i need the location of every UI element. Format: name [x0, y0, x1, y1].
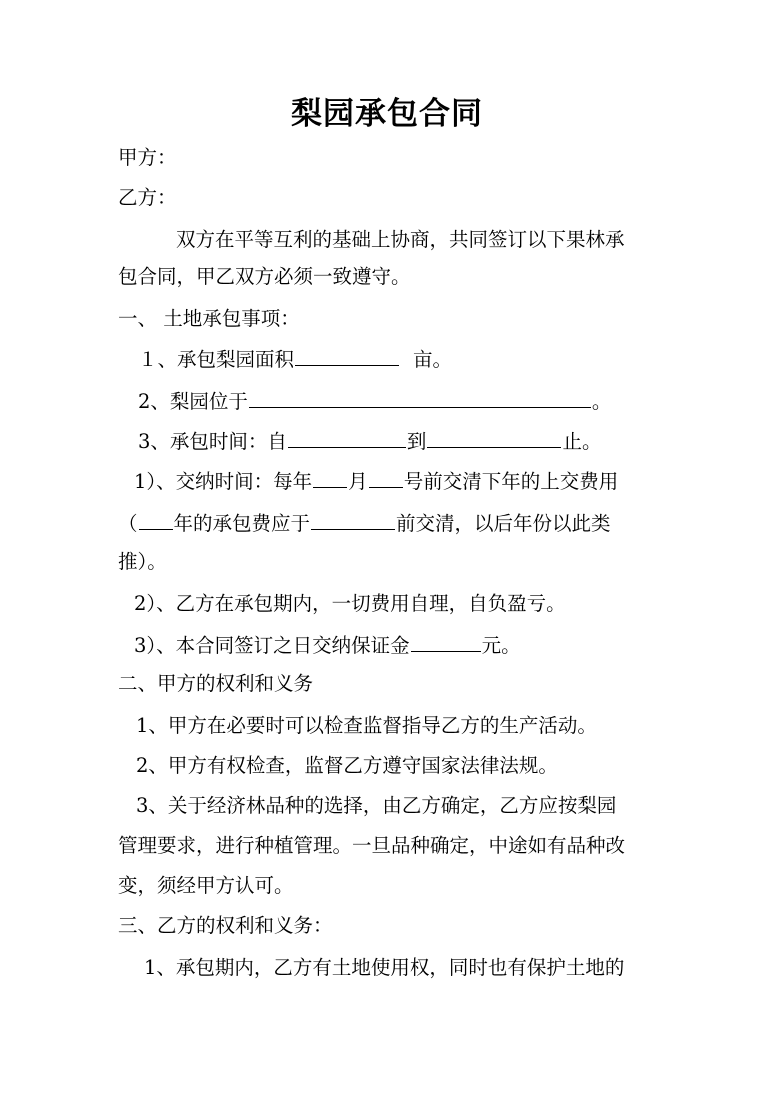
party-a-right-3-line-1: 3、关于经济林品种的选择，由乙方确定，乙方应按梨园	[136, 794, 617, 817]
deposit-label: 3）、本合同签订之日交纳保证金	[134, 634, 410, 657]
item-location-label: 2、梨园位于	[138, 390, 248, 413]
payment-time-line-1	[134, 466, 694, 496]
item-location	[138, 386, 698, 416]
item-area	[138, 344, 698, 374]
party-a-right-3-line-3: 变，须经甲方认可。	[118, 874, 294, 897]
intro-text-1: 双方在平等互利的基础上协商，共同签订以下果林承	[176, 228, 625, 251]
party-a-right-1: 1、甲方在必要时可以检查监督指导乙方的生产活动。	[136, 714, 597, 737]
self-financing-clause: 2）、乙方在承包期内，一切费用自理，自负盈亏。	[134, 592, 566, 615]
payment-time-label: 1）、交纳时间：每年	[134, 470, 313, 493]
item-location-end: 。	[591, 390, 612, 413]
payment-time-tail-2: 前交清，以后年份以此类	[396, 512, 611, 535]
item-term-end: 止。	[562, 430, 602, 453]
deposit-clause	[134, 630, 694, 660]
party-a-right-3-line-2: 管理要求，进行种植管理。一旦品种确定，中途如有品种改	[118, 834, 626, 857]
payment-day-blank[interactable]	[369, 466, 403, 488]
term-end-blank[interactable]	[427, 426, 561, 448]
party-a-right-2: 2、甲方有权检查，监督乙方遵守国家法律法规。	[136, 754, 558, 777]
item-term-label: 3、承包时间：自	[138, 430, 287, 453]
payment-month-label: 月	[348, 470, 368, 493]
item-area-label: １、承包梨园面积	[138, 348, 295, 371]
item-term-to: 到	[406, 430, 427, 453]
area-blank[interactable]	[295, 344, 399, 366]
section-3-heading: 三、乙方的权利和义务：	[118, 914, 333, 937]
item-area-unit: 亩。	[413, 348, 453, 371]
payment-year-blank[interactable]	[139, 508, 173, 530]
payment-deadline-blank[interactable]	[311, 508, 395, 530]
payment-time-tail: 号前交清下年的上交费用	[403, 470, 619, 493]
party-b-right-1: 1、承包期内，乙方有土地使用权，同时也有保护土地的	[144, 956, 625, 979]
payment-time-line-3: 推）。	[118, 550, 167, 573]
party-b-label: 乙方：	[118, 186, 177, 209]
paren-open: （	[118, 512, 138, 535]
deposit-unit: 元。	[481, 634, 521, 657]
intro-paragraph-line-2: 包合同，甲乙双方必须一致遵守。	[118, 265, 411, 288]
section-1-heading: 一、 土地承包事项：	[118, 307, 300, 330]
intro-paragraph-line-1	[118, 226, 678, 254]
item-term	[138, 426, 698, 456]
payment-month-blank[interactable]	[313, 466, 347, 488]
document-title: 梨园承包合同	[291, 96, 483, 132]
section-2-heading: 二、甲方的权利和义务	[118, 672, 314, 695]
location-blank[interactable]	[249, 386, 591, 408]
term-start-blank[interactable]	[288, 426, 406, 448]
deposit-blank[interactable]	[411, 630, 481, 652]
payment-time-line-2	[118, 508, 678, 538]
party-a-label: 甲方：	[118, 146, 177, 169]
payment-fee-label: 年的承包费应于	[173, 512, 311, 535]
